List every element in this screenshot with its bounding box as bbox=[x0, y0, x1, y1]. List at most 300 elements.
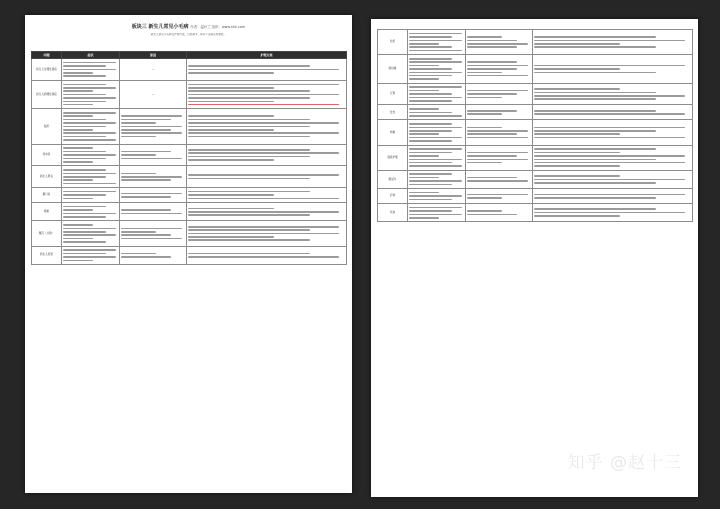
text-line bbox=[467, 90, 528, 92]
text-line bbox=[121, 209, 171, 211]
text-line bbox=[188, 129, 274, 131]
text-line bbox=[121, 238, 182, 240]
table-row bbox=[32, 166, 347, 188]
text-line bbox=[188, 65, 310, 67]
text-line bbox=[409, 93, 452, 95]
text-line bbox=[188, 214, 310, 216]
text-line bbox=[188, 174, 339, 176]
problem-cell: 红臀 bbox=[378, 83, 408, 105]
text-line bbox=[409, 100, 452, 102]
text-line bbox=[409, 159, 462, 161]
document-page-right bbox=[371, 19, 698, 497]
problem-cell: 咳嗽 bbox=[378, 120, 408, 145]
text-line bbox=[409, 115, 462, 117]
text-line bbox=[63, 126, 106, 128]
text-line bbox=[188, 152, 339, 154]
text-line bbox=[188, 178, 310, 180]
text-line bbox=[63, 228, 116, 230]
text-line bbox=[121, 176, 182, 178]
symptom-cell bbox=[62, 221, 120, 246]
text-line bbox=[534, 197, 656, 199]
table-row bbox=[378, 120, 693, 145]
care-plan-cell bbox=[187, 188, 347, 203]
text-line bbox=[188, 90, 310, 92]
text-line bbox=[63, 183, 116, 185]
problem-cell: 湿疹护理 bbox=[378, 145, 408, 170]
symptom-cell bbox=[408, 55, 466, 84]
cause-cell bbox=[120, 109, 187, 144]
text-line bbox=[534, 130, 656, 132]
care-plan-cell bbox=[533, 30, 693, 55]
problem-cell: 鹅口疮 bbox=[32, 188, 62, 203]
column-header: 问题 bbox=[32, 52, 62, 59]
text-line bbox=[121, 122, 156, 124]
text-line bbox=[467, 68, 517, 70]
text-line bbox=[409, 165, 462, 167]
text-line bbox=[467, 97, 502, 99]
text-line bbox=[534, 137, 685, 139]
text-line bbox=[63, 97, 116, 99]
table-row bbox=[32, 80, 347, 109]
text-line bbox=[188, 198, 339, 200]
symptom-cell bbox=[62, 166, 120, 188]
care-plan-cell bbox=[187, 246, 347, 264]
problem-cell: 吐奶 bbox=[378, 30, 408, 55]
text-line bbox=[63, 69, 116, 71]
care-plan-cell bbox=[187, 203, 347, 221]
table-row bbox=[378, 204, 693, 222]
cause-cell bbox=[466, 55, 533, 84]
text-line bbox=[534, 110, 656, 112]
text-line bbox=[409, 217, 439, 219]
text-line bbox=[121, 115, 182, 117]
text-line bbox=[63, 176, 106, 178]
text-line bbox=[409, 152, 452, 154]
problem-cell: 肠绞痛 bbox=[378, 55, 408, 84]
text-line bbox=[534, 152, 620, 154]
care-plan-cell bbox=[533, 204, 693, 222]
text-line bbox=[534, 43, 620, 45]
text-line bbox=[188, 239, 310, 241]
text-line bbox=[188, 104, 339, 106]
care-table-left bbox=[31, 51, 347, 265]
text-line bbox=[409, 155, 439, 157]
text-line bbox=[409, 137, 462, 139]
text-line bbox=[188, 229, 310, 231]
text-line bbox=[534, 215, 620, 217]
text-line bbox=[467, 152, 528, 154]
text-line bbox=[63, 151, 106, 153]
cause-cell: — bbox=[120, 59, 187, 81]
cause-cell bbox=[120, 144, 187, 166]
text-line bbox=[467, 36, 502, 38]
care-plan-cell bbox=[187, 221, 347, 246]
text-line bbox=[409, 184, 452, 186]
text-line bbox=[121, 228, 182, 230]
symptom-cell bbox=[408, 83, 466, 105]
text-line bbox=[409, 177, 439, 179]
text-line bbox=[63, 224, 93, 226]
table-row bbox=[32, 59, 347, 81]
text-line bbox=[121, 234, 171, 236]
text-line bbox=[188, 159, 274, 161]
text-line bbox=[188, 226, 339, 228]
text-line bbox=[409, 68, 452, 70]
symptom-cell bbox=[62, 188, 120, 203]
symptom-cell bbox=[62, 144, 120, 166]
text-line bbox=[467, 75, 528, 77]
care-plan-cell bbox=[533, 55, 693, 84]
care-plan-cell bbox=[187, 59, 347, 81]
problem-cell: 眼屎多 bbox=[378, 170, 408, 188]
text-line bbox=[63, 139, 116, 141]
problem-cell: 发热 bbox=[378, 105, 408, 120]
cause-cell bbox=[466, 83, 533, 105]
text-line bbox=[534, 165, 620, 167]
symptom-cell bbox=[408, 120, 466, 145]
text-line bbox=[467, 197, 502, 199]
text-line bbox=[63, 119, 106, 121]
cause-cell bbox=[466, 170, 533, 188]
text-line bbox=[63, 72, 93, 74]
problem-cell: 打嗝 bbox=[378, 189, 408, 204]
text-line bbox=[534, 155, 685, 157]
text-line bbox=[63, 194, 106, 196]
text-line bbox=[63, 158, 106, 160]
text-line bbox=[188, 149, 310, 151]
text-line bbox=[63, 173, 116, 175]
text-line bbox=[534, 133, 620, 135]
document-subtitle: 作者：温叶兰 组织：www.kkk.com bbox=[190, 25, 246, 29]
symptom-cell bbox=[62, 246, 120, 264]
text-line bbox=[63, 147, 93, 149]
text-line bbox=[467, 65, 528, 67]
text-line bbox=[188, 87, 274, 89]
text-line bbox=[121, 151, 171, 153]
text-line bbox=[534, 92, 656, 94]
text-line bbox=[467, 40, 517, 42]
watermark-text: 知乎 @赵十三 bbox=[567, 453, 682, 473]
text-line bbox=[467, 46, 517, 48]
text-line bbox=[409, 199, 452, 201]
text-line bbox=[63, 94, 106, 96]
text-line bbox=[63, 136, 106, 138]
text-line bbox=[63, 216, 106, 218]
text-line bbox=[534, 212, 685, 214]
text-line bbox=[121, 129, 171, 131]
text-line bbox=[409, 61, 462, 63]
text-line bbox=[188, 233, 339, 235]
text-line bbox=[534, 40, 685, 42]
cause-cell bbox=[466, 189, 533, 204]
text-line bbox=[63, 112, 116, 114]
cause-cell bbox=[120, 221, 187, 246]
text-line bbox=[467, 110, 517, 112]
text-line bbox=[409, 58, 452, 60]
text-line bbox=[121, 173, 156, 175]
symptom-cell bbox=[408, 204, 466, 222]
text-line bbox=[121, 126, 182, 128]
problem-cell: 新生儿感冒 bbox=[32, 246, 62, 264]
cause-cell bbox=[466, 105, 533, 120]
symptom-cell bbox=[62, 80, 120, 109]
text-line bbox=[534, 162, 685, 164]
text-line bbox=[534, 65, 685, 67]
problem-cell: 尿布疹 bbox=[32, 144, 62, 166]
table-row bbox=[378, 30, 693, 55]
text-line bbox=[409, 50, 462, 52]
document-page-left bbox=[25, 15, 352, 493]
text-line bbox=[534, 113, 685, 115]
text-line bbox=[409, 112, 452, 114]
problem-cell: 新生儿脐炎 bbox=[32, 166, 62, 188]
text-line bbox=[409, 86, 462, 88]
text-line bbox=[63, 231, 106, 233]
symptom-cell bbox=[62, 203, 120, 221]
text-line bbox=[188, 115, 274, 117]
problem-cell: 湿疹 bbox=[32, 109, 62, 144]
text-line bbox=[188, 101, 274, 103]
cause-cell bbox=[466, 204, 533, 222]
text-line bbox=[534, 88, 620, 90]
table-row bbox=[32, 246, 347, 264]
text-line bbox=[63, 238, 93, 240]
text-line bbox=[188, 122, 339, 124]
text-line bbox=[121, 132, 182, 134]
text-line bbox=[534, 182, 656, 184]
text-line bbox=[63, 115, 93, 117]
text-line bbox=[534, 127, 685, 129]
text-line bbox=[409, 97, 462, 99]
text-line bbox=[63, 129, 93, 131]
text-line bbox=[409, 40, 462, 42]
text-line bbox=[63, 198, 93, 200]
symptom-cell bbox=[62, 109, 120, 144]
table-header-row bbox=[32, 52, 347, 59]
cause-cell bbox=[466, 30, 533, 55]
text-line bbox=[467, 133, 517, 135]
cause-cell bbox=[120, 246, 187, 264]
text-line bbox=[121, 213, 182, 215]
text-line bbox=[409, 207, 462, 209]
text-line bbox=[409, 210, 452, 212]
table-row bbox=[378, 55, 693, 84]
text-line bbox=[409, 180, 462, 182]
care-plan-cell bbox=[187, 144, 347, 166]
care-table-right bbox=[377, 29, 693, 222]
text-line bbox=[409, 78, 439, 80]
column-header: 症状 bbox=[62, 52, 120, 59]
text-line bbox=[409, 36, 452, 38]
text-line bbox=[63, 234, 116, 236]
table-row bbox=[32, 188, 347, 203]
document-title: 板块三 新生儿常见小毛病 作者：温叶兰 组织：www.kkk.com bbox=[131, 24, 246, 30]
text-line bbox=[409, 33, 462, 35]
text-line bbox=[467, 130, 528, 132]
text-line bbox=[188, 156, 310, 158]
text-line bbox=[188, 208, 274, 210]
text-line bbox=[409, 75, 452, 77]
problem-cell: 腹泻（过敏） bbox=[32, 221, 62, 246]
text-line bbox=[467, 180, 528, 182]
text-line bbox=[467, 72, 502, 74]
text-line bbox=[534, 46, 656, 48]
symptom-cell bbox=[408, 145, 466, 170]
care-plan-cell bbox=[187, 166, 347, 188]
care-plan-cell bbox=[187, 109, 347, 144]
care-plan-cell bbox=[533, 170, 693, 188]
text-line bbox=[188, 236, 274, 238]
text-line bbox=[534, 175, 620, 177]
text-line bbox=[409, 72, 462, 74]
text-line bbox=[534, 72, 656, 74]
cause-cell bbox=[120, 203, 187, 221]
column-header: 原因 bbox=[120, 52, 187, 59]
table-row bbox=[32, 144, 347, 166]
text-line bbox=[534, 36, 656, 38]
symptom-cell bbox=[408, 189, 466, 204]
problem-cell: 其他 bbox=[378, 204, 408, 222]
text-line bbox=[63, 62, 116, 64]
text-line bbox=[467, 127, 502, 129]
text-line bbox=[409, 133, 439, 135]
text-line bbox=[409, 127, 462, 129]
cause-cell bbox=[466, 120, 533, 145]
text-line bbox=[534, 208, 656, 210]
symptom-cell bbox=[62, 59, 120, 81]
care-plan-cell bbox=[187, 80, 347, 109]
text-line bbox=[63, 87, 116, 89]
text-line bbox=[467, 43, 528, 45]
table-row bbox=[378, 83, 693, 105]
text-line bbox=[467, 177, 517, 179]
text-line bbox=[121, 154, 156, 156]
table-row bbox=[378, 105, 693, 120]
text-line bbox=[63, 179, 93, 181]
text-line bbox=[63, 122, 116, 124]
text-line bbox=[467, 159, 528, 161]
text-line bbox=[121, 119, 171, 121]
text-line bbox=[188, 69, 339, 71]
text-line bbox=[63, 241, 106, 243]
text-line bbox=[534, 159, 656, 161]
text-line bbox=[467, 155, 517, 157]
cause-cell bbox=[120, 166, 187, 188]
text-line bbox=[534, 98, 656, 100]
text-line bbox=[409, 108, 439, 110]
text-line bbox=[534, 179, 685, 181]
text-line bbox=[121, 193, 182, 195]
text-line bbox=[188, 211, 339, 213]
text-line bbox=[121, 179, 171, 181]
text-line bbox=[63, 161, 93, 163]
text-line bbox=[63, 206, 106, 208]
text-line bbox=[63, 132, 116, 134]
text-line bbox=[188, 84, 339, 86]
text-line bbox=[121, 253, 156, 255]
text-line bbox=[188, 72, 274, 74]
text-line bbox=[409, 192, 439, 194]
care-plan-cell bbox=[533, 189, 693, 204]
symptom-cell bbox=[408, 105, 466, 120]
problem-cell: 便秘 bbox=[32, 203, 62, 221]
text-line bbox=[534, 148, 656, 150]
symptom-cell bbox=[408, 170, 466, 188]
text-line bbox=[63, 209, 93, 211]
text-line bbox=[409, 43, 439, 45]
text-line bbox=[63, 101, 106, 103]
care-plan-cell bbox=[533, 83, 693, 105]
text-line bbox=[121, 158, 182, 160]
text-line bbox=[63, 65, 106, 67]
table-row bbox=[378, 170, 693, 188]
text-line bbox=[121, 256, 171, 258]
text-line bbox=[188, 191, 310, 193]
text-line bbox=[467, 162, 502, 164]
text-line bbox=[188, 132, 339, 134]
text-line bbox=[63, 260, 93, 262]
text-line bbox=[534, 95, 685, 97]
text-line bbox=[188, 94, 339, 96]
text-line bbox=[409, 214, 462, 216]
text-line bbox=[409, 123, 452, 125]
header-note: 新生儿常见小毛病及护理方案，仅供参考，如有不适请及时就医。 bbox=[150, 33, 227, 36]
text-line bbox=[534, 194, 685, 196]
text-line bbox=[409, 148, 462, 150]
cause-cell bbox=[466, 145, 533, 170]
table-row bbox=[32, 109, 347, 144]
text-line bbox=[63, 104, 93, 106]
text-line bbox=[188, 256, 339, 258]
text-line bbox=[63, 154, 116, 156]
text-line bbox=[467, 210, 502, 212]
symptom-cell bbox=[408, 30, 466, 55]
text-line bbox=[467, 137, 528, 139]
text-line bbox=[534, 68, 620, 70]
text-line bbox=[63, 84, 106, 86]
text-line bbox=[63, 249, 116, 251]
cause-cell: — bbox=[120, 80, 187, 109]
text-line bbox=[63, 253, 106, 255]
text-line bbox=[467, 61, 517, 63]
text-line bbox=[467, 93, 517, 95]
text-line bbox=[63, 169, 106, 171]
care-plan-cell bbox=[533, 105, 693, 120]
text-line bbox=[467, 113, 502, 115]
table-row bbox=[378, 145, 693, 170]
table-row bbox=[378, 189, 693, 204]
table-row bbox=[32, 203, 347, 221]
text-line bbox=[63, 213, 116, 215]
text-line bbox=[467, 214, 517, 216]
text-line bbox=[409, 65, 439, 67]
text-line bbox=[409, 162, 452, 164]
text-line bbox=[188, 126, 310, 128]
text-line bbox=[409, 90, 439, 92]
text-line bbox=[63, 90, 93, 92]
text-line bbox=[409, 46, 452, 48]
text-line bbox=[63, 191, 116, 193]
text-line bbox=[188, 97, 310, 99]
problem-cell: 新生儿病理性黄疸 bbox=[32, 80, 62, 109]
care-plan-cell bbox=[533, 120, 693, 145]
text-line bbox=[188, 194, 274, 196]
text-line bbox=[409, 140, 452, 142]
text-line bbox=[409, 195, 462, 197]
problem-cell: 新生儿生理性黄疸 bbox=[32, 59, 62, 81]
text-line bbox=[409, 173, 452, 175]
text-line bbox=[467, 194, 528, 196]
